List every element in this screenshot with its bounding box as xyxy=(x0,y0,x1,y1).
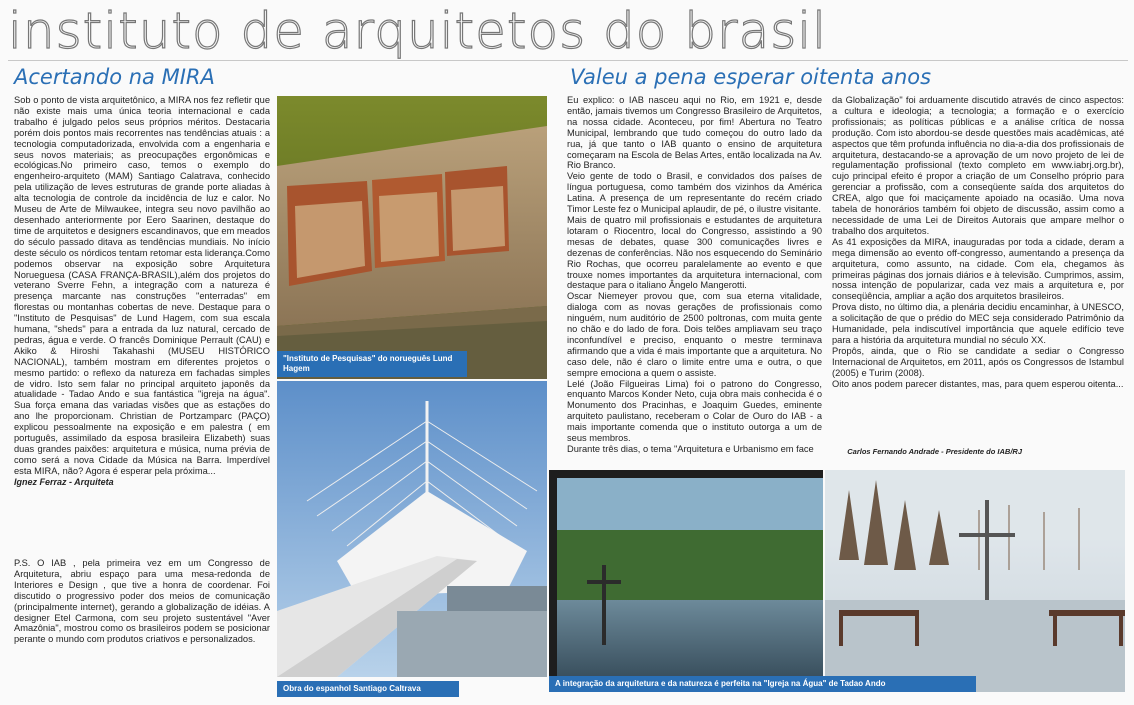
caption-calatrava: Obra do espanhol Santiago Caltrava xyxy=(277,681,459,697)
col2-paragraph: Propôs, ainda, que o Rio se candidate a sediar o Congresso Internacional de Arquitetos, em 2011, após os Congressos de Istambul (2005) e Turim (2008). xyxy=(832,345,1124,378)
col1-paragraph: Mais de quatro mil profissionais e estudantes de arquitetura lotaram o Riocentro, local do Congresso, assistindo a 90 mesas de debates, quase 300 comunicações livres e dezenas de conferências. Não nos esquecendo do Seminário Rio Rochas, que ocorreu paralelamente ao evento e que trouxe nomes importantes da arquitetura internacional, com destaque para o italiano Ângelo Mangerotti. xyxy=(567,214,822,291)
col2-paragraph: Prova disto, no último dia, a plenária decidiu encaminhar, à UNESCO, a solicitação de que o prédio do MEC seja considerado Patrimônio da Humanidade, pela indiscutível importância que aquele edifício teve para a história da arquitetura mundial no século XX. xyxy=(832,302,1124,345)
photo-calatrava-svg xyxy=(277,381,547,677)
col2-paragraph: da Globalização" foi arduamente discutido através de cinco aspectos: a cultura e ideologia; a tecnologia; a formação e o exercício profissionais; as políticas públicas e a análise crítica de nossa produção. Com isto abordou-se desde questões mais acadêmicas, até aspectos que têm profunda influência no dia-a-dia dos profissionais de arquitetura, destacando-se a aprovação de um novo projeto de lei de regulamentação profissional (texto completo em www.iabrj.org.br), cujo principal efeito é propor a criação de um Conselho próprio para gerenciar a profissão, com a conseqüente saída dos arquitetos do CREA, algo que foi maciçamente apoiado na ocasião. Uma nova tabela de honorários também foi objeto de discussão, assim como a necessidade de uma Lei de Direitos Autorais que ampare melhor o trabalho dos arquitetos. xyxy=(832,95,1124,236)
left-article-body xyxy=(14,95,270,550)
masthead-rule xyxy=(8,60,1128,61)
left-paragraph: Sob o ponto de vista arquitetônico, a MIRA nos fez refletir que não existe mais uma única teoria internacional e cada trabalho é julgado pelos seus próprios méritos. Destacaria porém dois pontos mais recorrentes nas tendências atuais : a tecnologia computadorizada, envolvida com a engenharia e seus novos materiais; as preocupações ergonômicas e ecológicas.No primeiro caso, temos o exemplo do engenheiro-arquiteto (MAM) Santiago Calatrava, conhecido pela utilização de leves estruturas de grande porte aliadas à alta tecnologia de controle da incidência de luz e calor. No Museu de Arte de Milwaukee, integra seu novo pavilhão ao desenhado anteriormente por Eero Saarinen, destaque do time de arquitetos e designers escandinavos, que em meados do século passado ditava as tendências mundiais. No início deste século os nórdicos tentam retomar esta liderança.Como podemos observar na exposição sobre Arquitetura Norueguesa (CASA FRANÇA-BRASIL),além dos projetos do veterano Sverre Fehn, a integração com a natureza é presença marcante nas construções "enterradas" em florestas ou montanhas cobertas de neve. Destaque para o "Instituto de Pesquisas" de Lund Hagem, com sua escala humana, "sheds" para a entrada da luz natural, cercado de pedras, água e verde. O francês Dominique Perrault (CAU) e Akiko & Hiroshi Takahashi (MUSEU HISTÓRICO NACIONAL), também mostram em diferentes projetos o mesmo partido: o reflexo da natureza em fachadas simples de vidro. Isto sem falar no principal arquiteto japonês da atualidade - Tadao Ando e sua fantástica "igreja na água". Sua força emana das variadas visões que as estações do ano lhe proporcionam. Christian de Portzamparc (PAÇO) explicou pessoalmente na exposição e em palestra ( em português, assimilado da esposa brasileira Elizabeth) suas duas grandes paixões: arquitetura e música, numa prévia de como será a nova Cidade da Música na Barra. Imperdível esta MIRA, não? Agora é esperar pela próxima... xyxy=(14,95,270,476)
col2-paragraph: As 41 exposições da MIRA, inauguradas por toda a cidade, deram a mega dimensão ao evento off-congresso, aumentando a presença da arquitetura, como assunto, na cidade. Com ela, chegamos às primeiras páginas dos jornais diários e à televisão. Cumprimos, assim, nossa intenção de popularizar, cada vez mais a arquitetura e, por conseqüência, ampliar a ação dos arquitetos brasileiros. xyxy=(832,236,1124,302)
col1-paragraph: Oscar Niemeyer provou que, com sua eterna vitalidade, dialoga com as novas gerações de profissionais como ninguém, num auditório de 2500 poltronas, com muita gente no chão e do lado de fora. Dois telões ampliavam seu traço inconfundível e preciso, enquanto o mestre terminava afirmando que a vida é mais importante que a arquitetura. No caso dele, não é claro o limite entre uma e outra, o que sempre emociona a quem o assiste. xyxy=(567,291,822,378)
photo-instituto-pesquisas xyxy=(277,96,547,379)
masthead-title: instituto de arquitetos do brasil xyxy=(8,2,828,60)
col1-paragraph: Veio gente de todo o Brasil, e convidados dos países de língua portuguesa, como também dos vizinhos da América Latina. A presença de um representante do recém criado Timor Leste fez o Municipal aplaudir, de pé, o ilustre visitante. xyxy=(567,171,822,215)
photo-igreja-svg xyxy=(549,470,1125,692)
photo-calatrava xyxy=(277,381,547,677)
right-article-col1 xyxy=(567,95,822,465)
caption-igreja: A integração da arquitetura e da natureza é perfeita na "Igreja na Água" de Tadao Ando xyxy=(549,676,976,692)
right-article-col2 xyxy=(832,95,1124,445)
col1-paragraph: Lelé (João Filgueiras Lima) foi o patrono do Congresso, enquanto Marcos Konder Neto, cuja obra mais conhecida é o Monumento dos Pracinhas, e Joaquim Guedes, eminente arquiteto paulistano, receberam o Colar de Ouro do IAB - a mais importante comenda que o instituto outorga a um de seus membros. xyxy=(567,378,822,444)
right-headline: Valeu a pena esperar oitenta anos xyxy=(570,65,932,89)
signature: Carlos Fernando Andrade - Presidente do IAB/RJ xyxy=(847,447,1022,456)
photo-instituto-svg xyxy=(277,96,547,379)
col1-paragraph: Durante três dias, o tema "Arquitetura e Urbanismo em face xyxy=(567,444,814,454)
caption-instituto: "Instituto de Pesquisas" do norueguês Lund Hagem xyxy=(277,351,467,377)
col1-paragraph: Eu explico: o IAB nasceu aqui no Rio, em 1921 e, desde então, jamais tivemos um Congresso Brasileiro de Arquitetos, na nossa cidade. Aconteceu, por fim! Abertura no Teatro Municipal, lembrando que tudo começou do outro lado da rua, já que tanto o IAB quanto o ensino de arquitetura começaram na Escola de Belas Artes, então localizada na Av. Rio Branco. xyxy=(567,95,822,171)
ps-paragraph: P.S. O IAB , pela primeira vez em um Congresso de Arquitetura, abriu espaço para uma mesa-redonda de Interiores e Design , que tive a honra de coordenar. Foi discutido o progressivo poder dos meios de comunicação (principalmente internet), gerando a globalização de idéias. A designer Etel Carmona, com seu projeto sustentável "Aver Amazônia", mostrou como os brasileiros podem se posicionar perante o mundo com produtos criativos e personalizados. xyxy=(14,558,270,645)
col2-paragraph: Oito anos podem parecer distantes, mas, para quem esperou oitenta... xyxy=(832,378,1124,389)
left-author: Ignez Ferraz - Arquiteta xyxy=(14,476,114,487)
left-ps xyxy=(14,558,270,673)
masthead xyxy=(8,2,1128,60)
left-headline: Acertando na MIRA xyxy=(14,65,215,89)
photo-igreja-na-agua xyxy=(549,470,1125,692)
